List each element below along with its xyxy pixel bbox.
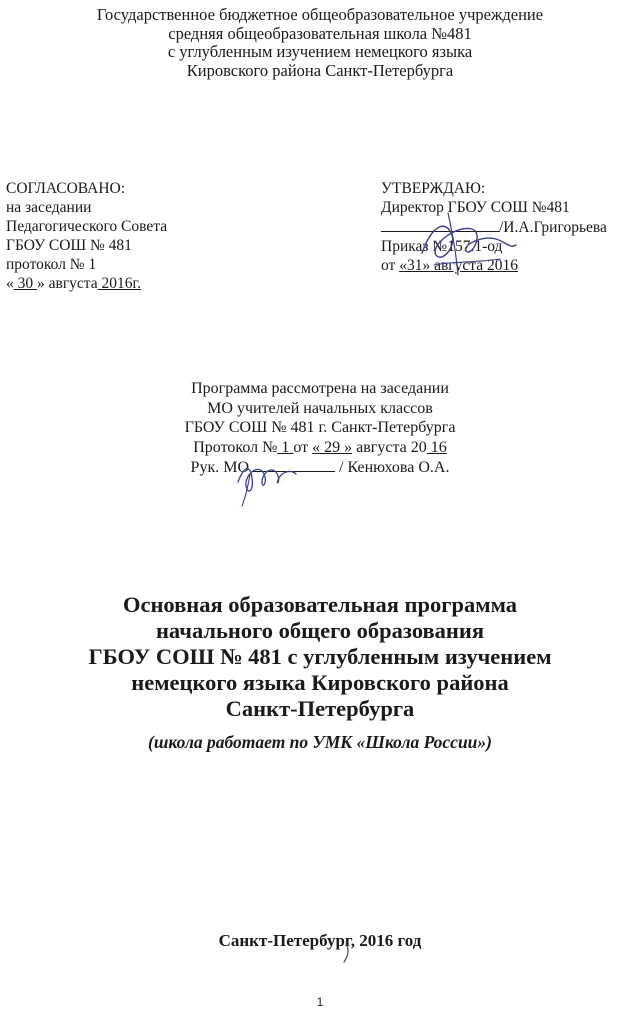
- agreed-block: [6, 179, 167, 293]
- review-block: [0, 379, 640, 478]
- agreed-date: « 30 » августа 2016г.: [6, 275, 142, 292]
- review-line: ГБОУ СОШ № 481 г. Санкт-Петербурга: [184, 419, 456, 436]
- approved-signature-line: [381, 217, 607, 237]
- signature-blank: [253, 457, 335, 472]
- page-number: 1: [316, 995, 324, 1009]
- agreed-line: ГБОУ СОШ № 481: [6, 237, 132, 254]
- header-line: с углубленным изучением немецкого языка: [167, 42, 473, 61]
- header-line: Государственное бюджетное общеобразовательное учреждение: [96, 5, 544, 24]
- approved-order: Приказ №157.1-од: [381, 238, 503, 255]
- approved-heading: УТВЕРЖДАЮ:: [381, 180, 486, 197]
- agreed-protocol: протокол № 1: [6, 256, 97, 273]
- signature-blank: [381, 217, 499, 232]
- approved-date-rest: августа 2016: [430, 257, 518, 274]
- document-subtitle: (школа работает по УМК «Школа России»): [148, 732, 492, 752]
- agreed-heading: СОГЛАСОВАНО:: [6, 180, 126, 197]
- title-line: начального общего образования: [155, 618, 485, 643]
- approved-date-day: «31»: [399, 257, 431, 274]
- title-line: немецкого языка Кировского района: [131, 670, 509, 695]
- agreed-date-year: 2016г.: [97, 275, 142, 292]
- review-head: Рук. МО / Кенюхова О.А.: [190, 459, 450, 476]
- title-line: ГБОУ СОШ № 481 с углубленным изучением: [88, 644, 552, 669]
- agreed-line: Педагогического Совета: [6, 218, 168, 235]
- institution-header: [0, 6, 640, 80]
- approved-block: [381, 179, 607, 275]
- title-line: Основная образовательная программа: [122, 592, 517, 617]
- header-line: Кировского района Санкт-Петербурга: [186, 60, 454, 80]
- review-line: МО учителей начальных классов: [207, 399, 433, 417]
- header-line: средняя общеобразовательная школа №481: [168, 23, 472, 43]
- title-line: Санкт-Петербурга: [225, 696, 415, 721]
- city-year: Санкт-Петербург, 2016 год: [218, 931, 422, 950]
- approved-line: Директор ГБОУ СОШ №481: [381, 199, 570, 216]
- agreed-date-day: 30: [13, 275, 37, 292]
- review-line: Программа рассмотрена на заседании: [191, 380, 449, 397]
- agreed-line: на заседании: [6, 199, 92, 216]
- review-protocol: Протокол № 1 от « 29 » августа 20 16: [193, 438, 447, 456]
- approved-date: от «31» августа 2016: [381, 257, 518, 274]
- document-title: [0, 592, 640, 722]
- approved-signer: /И.А.Григорьева: [499, 219, 607, 236]
